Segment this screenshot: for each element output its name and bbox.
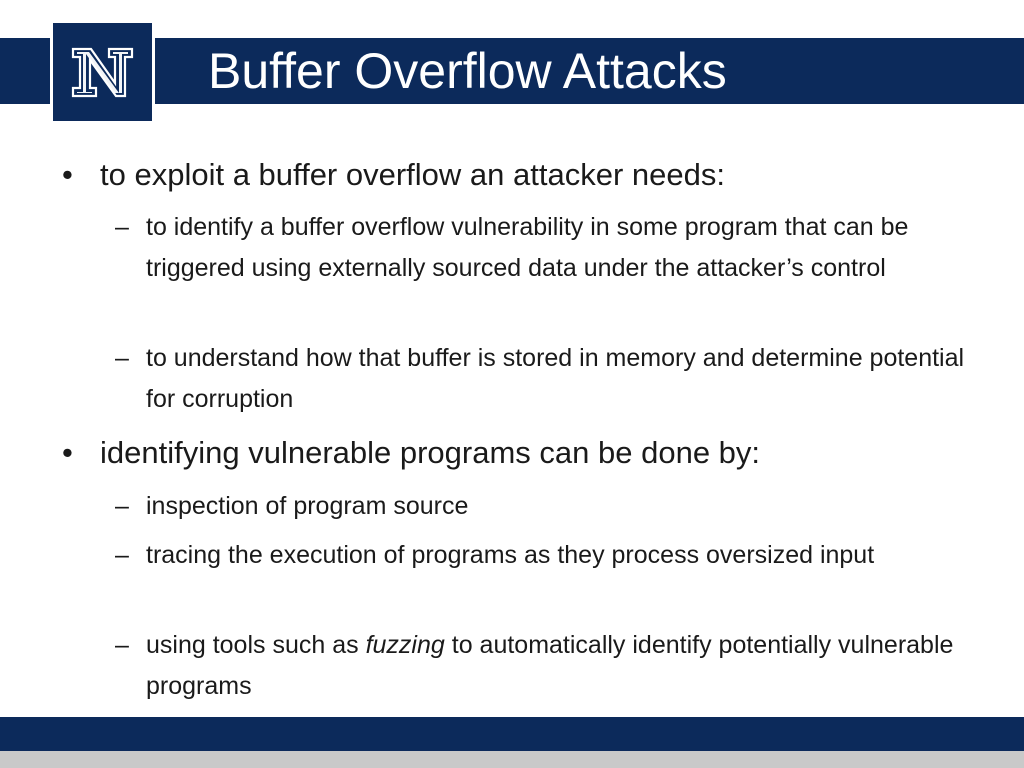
dash-marker: – [115, 492, 129, 520]
bullet-text: identifying vulnerable programs can be done by: [100, 435, 761, 470]
sub-bullet-item [115, 338, 966, 420]
sub-bullet-text-before: using tools such as [146, 631, 366, 659]
university-n-logo-icon [53, 23, 152, 121]
slide-title: Buffer Overflow Attacks [208, 43, 727, 99]
footer-stripe [0, 751, 1024, 768]
sub-bullet-item [115, 207, 966, 289]
sub-bullet-item [115, 625, 966, 707]
university-logo [50, 20, 155, 124]
sub-bullet-item [115, 535, 966, 576]
bullet-marker: • [62, 157, 73, 192]
sub-bullet-text: to identify a buffer overflow vulnerability in some program that can be triggered using externally sourced data under the attacker’s control [146, 213, 909, 282]
bullet-marker: • [62, 435, 73, 470]
bullet-item [62, 157, 980, 193]
bullet-text: to exploit a buffer overflow an attacker needs: [100, 157, 725, 192]
dash-marker: – [115, 541, 129, 569]
sub-bullet-text: inspection of program source [146, 492, 469, 520]
emphasis-term: fuzzing [365, 631, 445, 659]
sub-bullet-text: tracing the execution of programs as they process oversized input [146, 541, 875, 569]
dash-marker: – [115, 213, 129, 241]
sub-bullet-item [115, 486, 966, 527]
sub-bullet-text: to understand how that buffer is stored in memory and determine potential for corruption [146, 344, 965, 413]
bullet-item [62, 435, 980, 471]
dash-marker: – [115, 631, 129, 659]
dash-marker: – [115, 344, 129, 372]
sub-bullet-text-after: to automatically identify potentially vulnerable programs [146, 631, 954, 700]
footer-bar [0, 717, 1024, 751]
